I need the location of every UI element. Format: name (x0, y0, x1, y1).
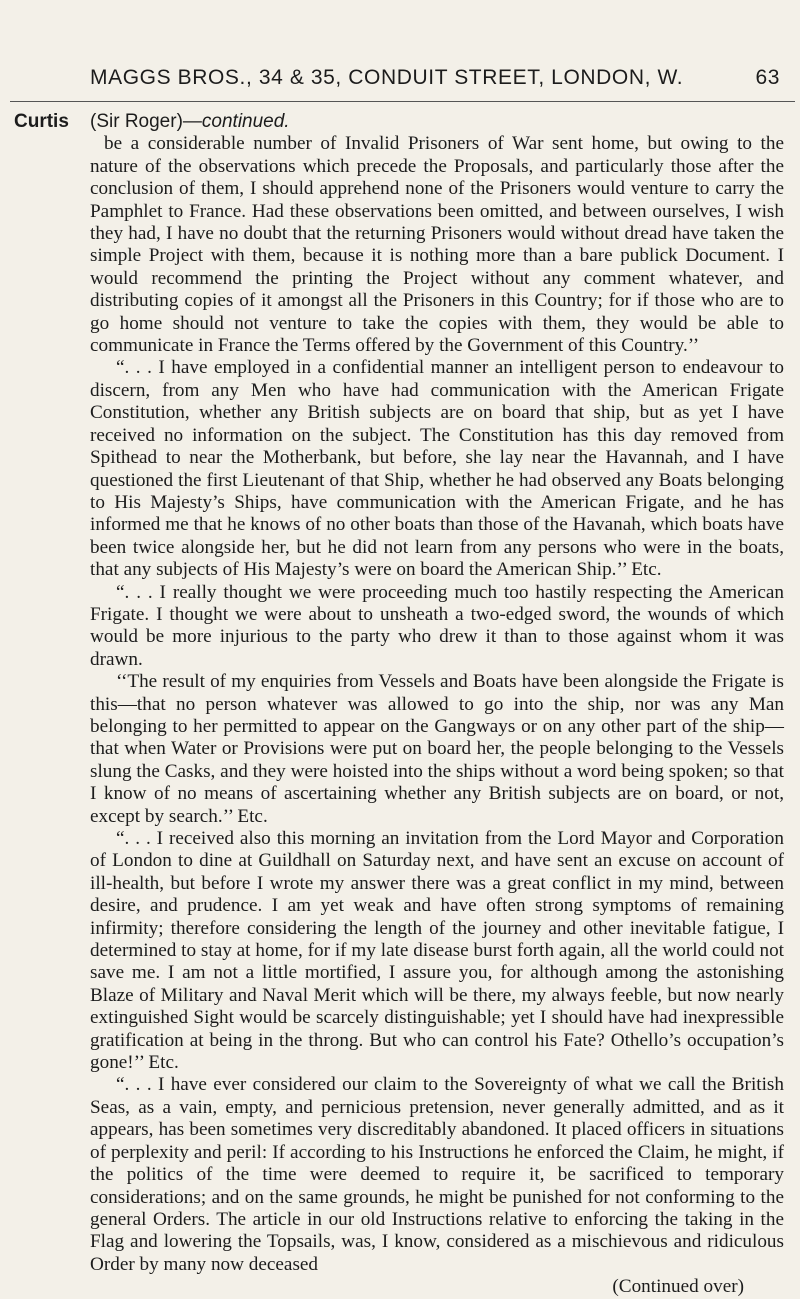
catalogue-entry (90, 111, 784, 1299)
publisher-address: MAGGS BROS., 34 & 35, CONDUIT STREET, LONDON, W. (90, 66, 684, 89)
entry-paragraph: “. . . I received also this morning an invitation from the Lord Mayor and Corporation of London to dine at Guildhall on Saturday next, and have sent an excuse on account of ill-health, but before I wrote my answer there was a great conflict in my mind, between desire, and prudence. I am yet weak and have often strong symptoms of remaining infirmity; therefore considering the length of the journey and other inevitable fatigue, I determined to stay at home, for if my late disease burst forth again, all the world could not save me. I am not a little mortified, I assure you, for although among the astonishing Blaze of Military and Naval Merit which will be there, my always feeble, but now nearly extinguished Sight would be scarcely distinguishable; yet I should have had inexpressible gratification at being in the throng. But who can control his Fate? Othello’s occupation’s gone!’’ Etc. (90, 828, 784, 1074)
entry-paragraph: “. . . I really thought we were proceeding much too hastily respecting the American Frigate. I thought we were about to unsheath a two-edged sword, the wounds of which would be more injurious to the party who drew it than to those against whom it was drawn. (90, 581, 784, 670)
entry-heading-name: (Sir Roger)— (90, 111, 202, 132)
margin-author-name: Curtis (14, 111, 69, 132)
entry-paragraph: “. . . I have employed in a confidential manner an intelligent person to endeavour to discern, from any Men who have had communication with the American Frigate Constitution, whether any British subjects are on board that ship, but as yet I have received no information on the subject. The Constitution has this day removed from Spithead to near the Motherbank, but before, she lay near the Havannah, and I have questioned the first Lieutenant of that Ship, whether he had observed any Boats belonging to His Majesty’s Ships, have communication with the American Frigate, and he has informed me that he knows of no other boats than those of the Havanah, which boats have been twice alongside her, but he did not learn from any persons who were in the boats, that any subjects of His Majesty’s were on board the American Ship.’’ Etc. (90, 357, 784, 581)
page-header (90, 66, 780, 90)
entry-heading (90, 111, 784, 133)
entry-heading-continued: continued. (201, 111, 290, 132)
page-number: 63 (755, 66, 780, 89)
entry-paragraph: be a considerable number of Invalid Prisoners of War sent home, but owing to the nature of the observations which precede the Proposals, and particularly those after the conclusion of them, I should apprehend none of the Prisoners would venture to carry the Pamphlet to France. Had these observations been omitted, and between ourselves, I wish they had, I have no doubt that the returning Prisoners would without dread have taken the simple Project with them, because it is nothing more than a bare publick Document. I would recommend the printing the Project without any comment whatever, and distributing copies of it amongst all the Prisoners in this Country; for if those who are to go home should not venture to take the copies with them, they would be able to communicate in France the Terms offered by the Government of this Country.’’ (90, 133, 784, 357)
header-rule (10, 101, 795, 102)
continued-over-note: (Continued over) (612, 1276, 744, 1298)
entry-paragraph: ‘‘The result of my enquiries from Vessels and Boats have been alongside the Frigate is this—that no person whatever was allowed to go into the ship, nor was any Man belonging to her permitted to appear on the Gangways or on any other part of the ship—that when Water or Provisions were put on board her, the people belonging to the Vessels slung the Casks, and they were hoisted into the ships without a word being spoken; so that I know of no means of ascertaining whether any British subjects are on board, or not, except by search.’’ Etc. (90, 671, 784, 827)
entry-paragraph: “. . . I have ever considered our claim to the Sovereignty of what we call the British Seas, as a vain, empty, and pernicious pretension, never generally admitted, and as it appears, has been sometimes very discreditably abandoned. It placed officers in situations of perplexity and peril: If according to his Instructions he enforced the Claim, he might, if the politics of the time were deemed to require it, be sacrificed to temporary considerations; and on the same grounds, he might be punished for not conforming to the general Orders. The article in our old Instructions relative to enforcing the taking in the Flag and lowering the Topsails, was, I know, considered as a mischievous and ridiculous Order by many now deceased (90, 1074, 784, 1275)
